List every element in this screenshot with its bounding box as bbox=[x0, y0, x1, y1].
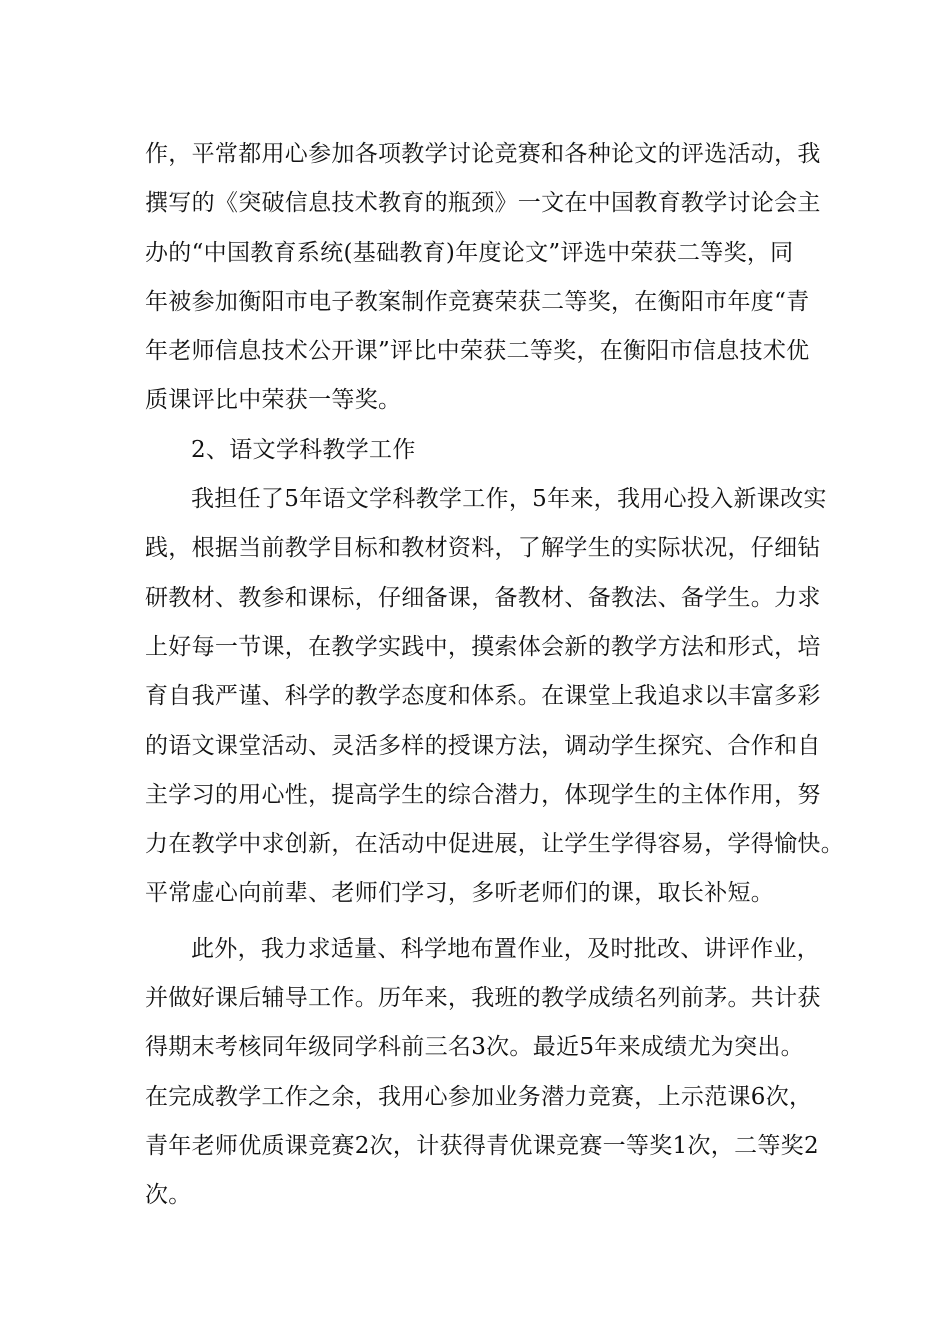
text-line: 的语文课堂活动、灵活多样的授课方法，调动学生探究、合作和自 bbox=[145, 732, 821, 759]
text-line: 作，平常都用心参加各项教学讨论竞赛和各种论文的评选活动，我 bbox=[145, 141, 821, 167]
text-line: 年老师信息技术公开课”评比中荣获二等奖，在衡阳市信息技术优 bbox=[145, 338, 810, 365]
text-line: 在完成教学工作之余，我用心参加业务潜力竞赛，上示范课6次， bbox=[145, 1083, 813, 1110]
text-line: 青年老师优质课竞赛2次，计获得青优课竞赛一等奖1次，二等奖2 bbox=[145, 1132, 819, 1159]
text-line: 育自我严谨、科学的教学态度和体系。在课堂上我追求以丰富多彩 bbox=[145, 683, 821, 710]
text-line: 年被参加衡阳市电子教案制作竞赛荣获二等奖，在衡阳市年度“青 bbox=[145, 288, 810, 315]
text-line: 并做好课后辅导工作。历年来，我班的教学成绩名列前茅。共计获 bbox=[145, 985, 821, 1012]
section-heading: 2、语文学科教学工作 bbox=[191, 436, 416, 463]
text-line: 质课评比中荣获一等奖。 bbox=[145, 387, 402, 414]
text-line: 撰写的《突破信息技术教育的瓶颈》一文在中国教育教学讨论会主 bbox=[145, 190, 821, 217]
text-line: 上好每一节课，在教学实践中，摸索体会新的教学方法和形式，培 bbox=[145, 633, 821, 660]
document-body bbox=[145, 130, 844, 1221]
text-line: 研教材、教参和课标，仔细备课，备教材、备教法、备学生。力求 bbox=[145, 584, 821, 611]
text-line: 践，根据当前教学目标和教材资料，了解学生的实际状况，仔细钻 bbox=[145, 535, 821, 562]
text-line: 力在教学中求创新，在活动中促进展，让学生学得容易，学得愉快。 bbox=[145, 831, 844, 858]
text-line: 平常虚心向前辈、老师们学习，多听老师们的课，取长补短。 bbox=[145, 880, 775, 907]
paragraph-first-line: 此外，我力求适量、科学地布置作业，及时批改、讲评作业， bbox=[191, 935, 821, 962]
paragraph-first-line: 我担任了5年语文学科教学工作，5年来，我用心投入新课改实 bbox=[191, 486, 827, 513]
text-line: 办的“中国教育系统(基础教育)年度论文”评选中荣获二等奖，同 bbox=[145, 239, 794, 266]
text-line: 主学习的用心性，提高学生的综合潜力，体现学生的主体作用，努 bbox=[145, 781, 821, 808]
text-line: 得期末考核同年级同学科前三名3次。最近5年来成绩尤为突出。 bbox=[145, 1034, 804, 1061]
text-line: 次。 bbox=[145, 1182, 192, 1209]
